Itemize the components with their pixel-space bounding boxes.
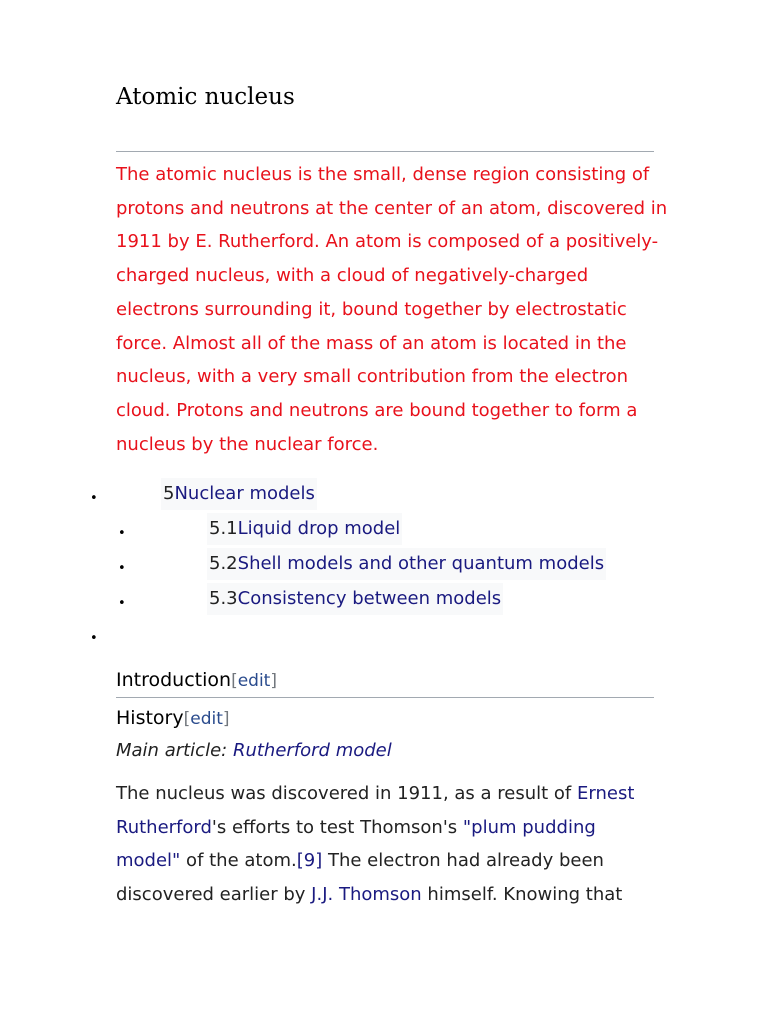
lead-text: is the small, dense region consisting of protons and neutrons at the center of an atom, discovered in 1911 by E. Rutherford. An atom is composed of a positively-charged nucleus, with a cloud of negatively-charged electrons surrounding it, bound together by electrostatic force. Almost all of the mass of an atom is located in the nucleus, with a very small contribution from the electron cloud. Protons and neutrons are bound together to form a nucleus by the nuclear force. xyxy=(116,164,668,455)
link-plum-pudding-model[interactable]: "plum pudding model" xyxy=(116,816,596,872)
toc-number: 5.2 xyxy=(209,553,238,574)
heading-text: Introduction xyxy=(116,669,232,691)
toc-number: 5.1 xyxy=(209,518,238,539)
toc-number: 5.3 xyxy=(209,588,238,609)
title-divider xyxy=(116,151,654,152)
toc-bullet: • xyxy=(90,491,98,506)
toc-link[interactable]: Consistency between models xyxy=(237,588,502,609)
lead-prefix: The xyxy=(116,164,156,185)
heading-history xyxy=(116,707,230,729)
toc-number: 5 xyxy=(163,483,175,504)
link-jj-thomson[interactable]: J.J. Thomson xyxy=(311,884,422,906)
toc-link[interactable]: Liquid drop model xyxy=(237,518,401,539)
toc-link[interactable]: Shell models and other quantum models xyxy=(237,553,605,574)
toc-item-consistency-between-models[interactable] xyxy=(207,583,503,615)
hatnote-prefix: Main article: xyxy=(116,740,233,761)
introduction-divider xyxy=(116,697,654,698)
toc-item-shell-models[interactable] xyxy=(207,548,606,580)
toc-item-nuclear-models[interactable] xyxy=(161,478,317,510)
toc-bullet: • xyxy=(90,631,98,646)
heading-introduction xyxy=(116,669,277,691)
text-run: 's efforts to test Thomson's xyxy=(211,816,463,838)
text-run: himself. Knowing that xyxy=(421,884,623,906)
lead-term: atomic nucleus xyxy=(155,164,293,185)
reference-link[interactable]: [9] xyxy=(296,850,323,872)
text-run: of the atom. xyxy=(180,850,297,872)
text-run: The electron had already been discovered earlier by xyxy=(116,850,604,906)
page-title: Atomic nucleus xyxy=(116,84,295,110)
history-paragraph xyxy=(116,777,656,912)
edit-bracket-close: ] xyxy=(270,671,277,691)
toc-bullet: • xyxy=(118,526,126,541)
heading-text: History xyxy=(116,707,184,729)
edit-link-history[interactable]: edit xyxy=(190,709,223,729)
edit-bracket-open: [ xyxy=(183,709,191,729)
link-ernest-rutherford[interactable]: Ernest Rutherford xyxy=(116,783,635,838)
toc-bullet: • xyxy=(118,596,126,611)
text-run: The nucleus was discovered in 1911, as a result of xyxy=(116,783,577,804)
edit-bracket-open: [ xyxy=(231,671,238,691)
toc-link[interactable]: Nuclear models xyxy=(174,483,315,504)
lead-paragraph xyxy=(116,158,676,461)
toc-bullet: • xyxy=(118,561,126,576)
edit-bracket-close: ] xyxy=(222,709,230,729)
toc-item-liquid-drop-model[interactable] xyxy=(207,513,402,545)
edit-link-introduction[interactable]: edit xyxy=(237,671,271,691)
hatnote-link[interactable]: Rutherford model xyxy=(232,740,392,761)
hatnote xyxy=(116,740,392,761)
